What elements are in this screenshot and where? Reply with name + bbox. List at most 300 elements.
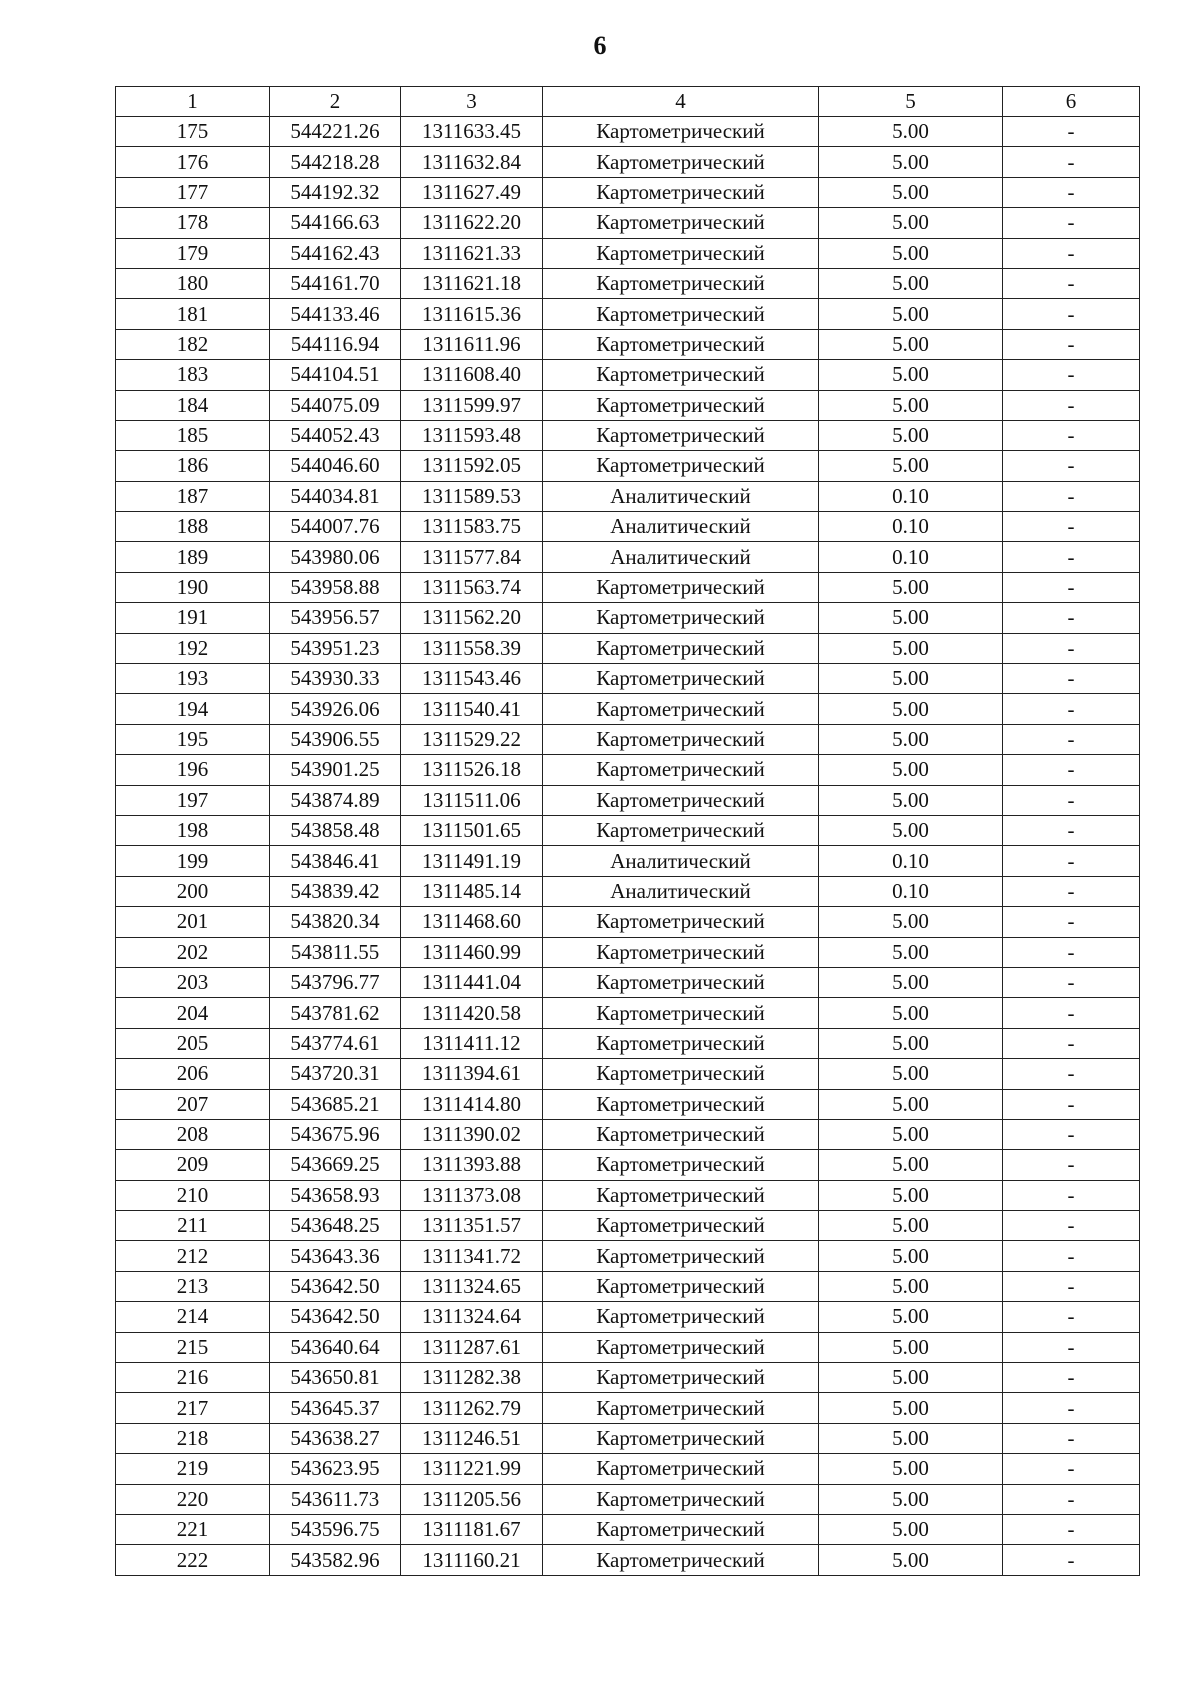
table-row	[116, 360, 1140, 390]
column-header: 2	[270, 87, 401, 117]
method-cell: Аналитический	[543, 846, 819, 876]
y-coordinate-cell: 1311390.02	[401, 1119, 543, 1149]
y-coordinate-cell: 1311621.18	[401, 268, 543, 298]
x-coordinate-cell: 543774.61	[270, 1028, 401, 1058]
table-row	[116, 937, 1140, 967]
table-row	[116, 755, 1140, 785]
point-number-cell: 191	[116, 603, 270, 633]
x-coordinate-cell: 544133.46	[270, 299, 401, 329]
point-number-cell: 178	[116, 208, 270, 238]
y-coordinate-cell: 1311282.38	[401, 1363, 543, 1393]
accuracy-cell: 5.00	[819, 1302, 1003, 1332]
x-coordinate-cell: 544221.26	[270, 117, 401, 147]
table-row	[116, 390, 1140, 420]
point-number-cell: 176	[116, 147, 270, 177]
accuracy-cell: 5.00	[819, 208, 1003, 238]
accuracy-cell: 5.00	[819, 572, 1003, 602]
accuracy-cell: 5.00	[819, 451, 1003, 481]
table-row	[116, 238, 1140, 268]
y-coordinate-cell: 1311341.72	[401, 1241, 543, 1271]
note-cell: -	[1003, 542, 1140, 572]
accuracy-cell: 5.00	[819, 1089, 1003, 1119]
accuracy-cell: 0.10	[819, 846, 1003, 876]
y-coordinate-cell: 1311577.84	[401, 542, 543, 572]
y-coordinate-cell: 1311491.19	[401, 846, 543, 876]
point-number-cell: 215	[116, 1332, 270, 1362]
x-coordinate-cell: 543642.50	[270, 1302, 401, 1332]
note-cell: -	[1003, 1089, 1140, 1119]
table-row	[116, 117, 1140, 147]
accuracy-cell: 5.00	[819, 967, 1003, 997]
accuracy-cell: 5.00	[819, 1363, 1003, 1393]
point-number-cell: 204	[116, 998, 270, 1028]
method-cell: Картометрический	[543, 1119, 819, 1149]
x-coordinate-cell: 544162.43	[270, 238, 401, 268]
y-coordinate-cell: 1311501.65	[401, 815, 543, 845]
note-cell: -	[1003, 512, 1140, 542]
x-coordinate-cell: 543846.41	[270, 846, 401, 876]
method-cell: Картометрический	[543, 998, 819, 1028]
x-coordinate-cell: 543958.88	[270, 572, 401, 602]
y-coordinate-cell: 1311468.60	[401, 907, 543, 937]
method-cell: Картометрический	[543, 1028, 819, 1058]
accuracy-cell: 5.00	[819, 1211, 1003, 1241]
y-coordinate-cell: 1311593.48	[401, 420, 543, 450]
table-row	[116, 1119, 1140, 1149]
table-row	[116, 664, 1140, 694]
method-cell: Картометрический	[543, 451, 819, 481]
y-coordinate-cell: 1311558.39	[401, 633, 543, 663]
note-cell: -	[1003, 876, 1140, 906]
y-coordinate-cell: 1311262.79	[401, 1393, 543, 1423]
table-row	[116, 512, 1140, 542]
point-number-cell: 210	[116, 1180, 270, 1210]
point-number-cell: 206	[116, 1059, 270, 1089]
x-coordinate-cell: 543951.23	[270, 633, 401, 663]
point-number-cell: 209	[116, 1150, 270, 1180]
y-coordinate-cell: 1311583.75	[401, 512, 543, 542]
accuracy-cell: 5.00	[819, 360, 1003, 390]
accuracy-cell: 5.00	[819, 268, 1003, 298]
table-row	[116, 1089, 1140, 1119]
method-cell: Картометрический	[543, 1545, 819, 1575]
accuracy-cell: 5.00	[819, 1423, 1003, 1453]
point-number-cell: 202	[116, 937, 270, 967]
note-cell: -	[1003, 724, 1140, 754]
x-coordinate-cell: 543645.37	[270, 1393, 401, 1423]
y-coordinate-cell: 1311608.40	[401, 360, 543, 390]
note-cell: -	[1003, 633, 1140, 663]
accuracy-cell: 5.00	[819, 238, 1003, 268]
method-cell: Картометрический	[543, 1514, 819, 1544]
table-row	[116, 420, 1140, 450]
accuracy-cell: 5.00	[819, 1545, 1003, 1575]
accuracy-cell: 5.00	[819, 633, 1003, 663]
note-cell: -	[1003, 1514, 1140, 1544]
method-cell: Аналитический	[543, 876, 819, 906]
note-cell: -	[1003, 1393, 1140, 1423]
note-cell: -	[1003, 268, 1140, 298]
x-coordinate-cell: 543839.42	[270, 876, 401, 906]
accuracy-cell: 5.00	[819, 1028, 1003, 1058]
method-cell: Картометрический	[543, 724, 819, 754]
point-number-cell: 212	[116, 1241, 270, 1271]
y-coordinate-cell: 1311351.57	[401, 1211, 543, 1241]
note-cell: -	[1003, 481, 1140, 511]
point-number-cell: 200	[116, 876, 270, 906]
note-cell: -	[1003, 694, 1140, 724]
method-cell: Картометрический	[543, 1241, 819, 1271]
note-cell: -	[1003, 1211, 1140, 1241]
method-cell: Картометрический	[543, 1363, 819, 1393]
note-cell: -	[1003, 1059, 1140, 1089]
note-cell: -	[1003, 1028, 1140, 1058]
point-number-cell: 222	[116, 1545, 270, 1575]
accuracy-cell: 5.00	[819, 1059, 1003, 1089]
accuracy-cell: 5.00	[819, 785, 1003, 815]
note-cell: -	[1003, 451, 1140, 481]
point-number-cell: 183	[116, 360, 270, 390]
point-number-cell: 181	[116, 299, 270, 329]
table-row	[116, 907, 1140, 937]
note-cell: -	[1003, 1454, 1140, 1484]
note-cell: -	[1003, 1150, 1140, 1180]
table-row	[116, 299, 1140, 329]
method-cell: Картометрический	[543, 1089, 819, 1119]
column-header: 6	[1003, 87, 1140, 117]
point-number-cell: 175	[116, 117, 270, 147]
x-coordinate-cell: 544192.32	[270, 177, 401, 207]
note-cell: -	[1003, 1180, 1140, 1210]
point-number-cell: 184	[116, 390, 270, 420]
x-coordinate-cell: 544046.60	[270, 451, 401, 481]
accuracy-cell: 0.10	[819, 542, 1003, 572]
x-coordinate-cell: 543650.81	[270, 1363, 401, 1393]
point-number-cell: 216	[116, 1363, 270, 1393]
note-cell: -	[1003, 967, 1140, 997]
accuracy-cell: 5.00	[819, 177, 1003, 207]
y-coordinate-cell: 1311615.36	[401, 299, 543, 329]
x-coordinate-cell: 543820.34	[270, 907, 401, 937]
point-number-cell: 179	[116, 238, 270, 268]
accuracy-cell: 5.00	[819, 724, 1003, 754]
accuracy-cell: 5.00	[819, 664, 1003, 694]
y-coordinate-cell: 1311563.74	[401, 572, 543, 602]
y-coordinate-cell: 1311632.84	[401, 147, 543, 177]
method-cell: Картометрический	[543, 1150, 819, 1180]
y-coordinate-cell: 1311221.99	[401, 1454, 543, 1484]
note-cell: -	[1003, 1302, 1140, 1332]
point-number-cell: 192	[116, 633, 270, 663]
y-coordinate-cell: 1311627.49	[401, 177, 543, 207]
x-coordinate-cell: 543720.31	[270, 1059, 401, 1089]
y-coordinate-cell: 1311599.97	[401, 390, 543, 420]
x-coordinate-cell: 543874.89	[270, 785, 401, 815]
note-cell: -	[1003, 177, 1140, 207]
table-row	[116, 1484, 1140, 1514]
accuracy-cell: 0.10	[819, 481, 1003, 511]
x-coordinate-cell: 543980.06	[270, 542, 401, 572]
table-row	[116, 1454, 1140, 1484]
point-number-cell: 213	[116, 1271, 270, 1301]
point-number-cell: 185	[116, 420, 270, 450]
method-cell: Картометрический	[543, 694, 819, 724]
point-number-cell: 186	[116, 451, 270, 481]
table-row	[116, 1302, 1140, 1332]
note-cell: -	[1003, 299, 1140, 329]
table-row	[116, 1423, 1140, 1453]
y-coordinate-cell: 1311611.96	[401, 329, 543, 359]
accuracy-cell: 5.00	[819, 1241, 1003, 1271]
table-row	[116, 208, 1140, 238]
accuracy-cell: 5.00	[819, 1393, 1003, 1423]
table-row	[116, 694, 1140, 724]
method-cell: Картометрический	[543, 1180, 819, 1210]
accuracy-cell: 5.00	[819, 998, 1003, 1028]
point-number-cell: 205	[116, 1028, 270, 1058]
y-coordinate-cell: 1311529.22	[401, 724, 543, 754]
x-coordinate-cell: 543858.48	[270, 815, 401, 845]
table-row	[116, 724, 1140, 754]
x-coordinate-cell: 544052.43	[270, 420, 401, 450]
point-number-cell: 177	[116, 177, 270, 207]
note-cell: -	[1003, 360, 1140, 390]
x-coordinate-cell: 543906.55	[270, 724, 401, 754]
method-cell: Картометрический	[543, 1484, 819, 1514]
method-cell: Аналитический	[543, 512, 819, 542]
table-row	[116, 633, 1140, 663]
method-cell: Картометрический	[543, 1332, 819, 1362]
method-cell: Картометрический	[543, 329, 819, 359]
table-row	[116, 329, 1140, 359]
accuracy-cell: 5.00	[819, 1484, 1003, 1514]
accuracy-cell: 5.00	[819, 329, 1003, 359]
point-number-cell: 218	[116, 1423, 270, 1453]
y-coordinate-cell: 1311393.88	[401, 1150, 543, 1180]
y-coordinate-cell: 1311205.56	[401, 1484, 543, 1514]
y-coordinate-cell: 1311621.33	[401, 238, 543, 268]
y-coordinate-cell: 1311562.20	[401, 603, 543, 633]
method-cell: Картометрический	[543, 1393, 819, 1423]
method-cell: Картометрический	[543, 1211, 819, 1241]
method-cell: Картометрический	[543, 299, 819, 329]
x-coordinate-cell: 543796.77	[270, 967, 401, 997]
point-number-cell: 193	[116, 664, 270, 694]
y-coordinate-cell: 1311540.41	[401, 694, 543, 724]
point-number-cell: 219	[116, 1454, 270, 1484]
column-header: 5	[819, 87, 1003, 117]
y-coordinate-cell: 1311324.64	[401, 1302, 543, 1332]
x-coordinate-cell: 543930.33	[270, 664, 401, 694]
y-coordinate-cell: 1311411.12	[401, 1028, 543, 1058]
note-cell: -	[1003, 815, 1140, 845]
method-cell: Картометрический	[543, 268, 819, 298]
table-row	[116, 846, 1140, 876]
x-coordinate-cell: 544116.94	[270, 329, 401, 359]
note-cell: -	[1003, 117, 1140, 147]
table-body	[116, 117, 1140, 1576]
accuracy-cell: 5.00	[819, 1454, 1003, 1484]
column-header: 1	[116, 87, 270, 117]
x-coordinate-cell: 543811.55	[270, 937, 401, 967]
table-row	[116, 1393, 1140, 1423]
x-coordinate-cell: 544166.63	[270, 208, 401, 238]
x-coordinate-cell: 544218.28	[270, 147, 401, 177]
note-cell: -	[1003, 1332, 1140, 1362]
coordinates-table	[115, 86, 1140, 1576]
table-row	[116, 1545, 1140, 1575]
table-row	[116, 451, 1140, 481]
accuracy-cell: 5.00	[819, 694, 1003, 724]
point-number-cell: 217	[116, 1393, 270, 1423]
accuracy-cell: 5.00	[819, 299, 1003, 329]
y-coordinate-cell: 1311526.18	[401, 755, 543, 785]
accuracy-cell: 5.00	[819, 390, 1003, 420]
accuracy-cell: 5.00	[819, 1150, 1003, 1180]
y-coordinate-cell: 1311589.53	[401, 481, 543, 511]
method-cell: Картометрический	[543, 147, 819, 177]
method-cell: Картометрический	[543, 633, 819, 663]
method-cell: Картометрический	[543, 177, 819, 207]
note-cell: -	[1003, 1119, 1140, 1149]
accuracy-cell: 5.00	[819, 907, 1003, 937]
x-coordinate-cell: 543642.50	[270, 1271, 401, 1301]
y-coordinate-cell: 1311287.61	[401, 1332, 543, 1362]
x-coordinate-cell: 543582.96	[270, 1545, 401, 1575]
y-coordinate-cell: 1311414.80	[401, 1089, 543, 1119]
x-coordinate-cell: 543669.25	[270, 1150, 401, 1180]
point-number-cell: 195	[116, 724, 270, 754]
table-row	[116, 967, 1140, 997]
method-cell: Картометрический	[543, 967, 819, 997]
point-number-cell: 201	[116, 907, 270, 937]
point-number-cell: 198	[116, 815, 270, 845]
method-cell: Картометрический	[543, 117, 819, 147]
note-cell: -	[1003, 238, 1140, 268]
note-cell: -	[1003, 755, 1140, 785]
method-cell: Картометрический	[543, 1423, 819, 1453]
table-row	[116, 785, 1140, 815]
point-number-cell: 203	[116, 967, 270, 997]
y-coordinate-cell: 1311420.58	[401, 998, 543, 1028]
y-coordinate-cell: 1311373.08	[401, 1180, 543, 1210]
point-number-cell: 197	[116, 785, 270, 815]
table-row	[116, 1332, 1140, 1362]
table-header	[116, 87, 1140, 117]
x-coordinate-cell: 543638.27	[270, 1423, 401, 1453]
x-coordinate-cell: 544034.81	[270, 481, 401, 511]
method-cell: Аналитический	[543, 481, 819, 511]
note-cell: -	[1003, 664, 1140, 694]
x-coordinate-cell: 543596.75	[270, 1514, 401, 1544]
x-coordinate-cell: 544007.76	[270, 512, 401, 542]
method-cell: Картометрический	[543, 420, 819, 450]
table-row	[116, 1150, 1140, 1180]
table-row	[116, 1059, 1140, 1089]
column-header: 4	[543, 87, 819, 117]
table-row	[116, 1514, 1140, 1544]
note-cell: -	[1003, 208, 1140, 238]
method-cell: Картометрический	[543, 603, 819, 633]
note-cell: -	[1003, 846, 1140, 876]
accuracy-cell: 5.00	[819, 1514, 1003, 1544]
method-cell: Картометрический	[543, 1302, 819, 1332]
method-cell: Картометрический	[543, 785, 819, 815]
accuracy-cell: 5.00	[819, 420, 1003, 450]
table-row	[116, 268, 1140, 298]
table-row	[116, 1180, 1140, 1210]
accuracy-cell: 5.00	[819, 1271, 1003, 1301]
method-cell: Картометрический	[543, 360, 819, 390]
x-coordinate-cell: 543901.25	[270, 755, 401, 785]
method-cell: Картометрический	[543, 815, 819, 845]
x-coordinate-cell: 544104.51	[270, 360, 401, 390]
point-number-cell: 187	[116, 481, 270, 511]
method-cell: Картометрический	[543, 664, 819, 694]
method-cell: Картометрический	[543, 208, 819, 238]
x-coordinate-cell: 543648.25	[270, 1211, 401, 1241]
point-number-cell: 190	[116, 572, 270, 602]
point-number-cell: 220	[116, 1484, 270, 1514]
x-coordinate-cell: 543611.73	[270, 1484, 401, 1514]
y-coordinate-cell: 1311485.14	[401, 876, 543, 906]
table-row	[116, 481, 1140, 511]
y-coordinate-cell: 1311246.51	[401, 1423, 543, 1453]
accuracy-cell: 5.00	[819, 815, 1003, 845]
y-coordinate-cell: 1311441.04	[401, 967, 543, 997]
y-coordinate-cell: 1311511.06	[401, 785, 543, 815]
method-cell: Картометрический	[543, 238, 819, 268]
note-cell: -	[1003, 1484, 1140, 1514]
point-number-cell: 207	[116, 1089, 270, 1119]
point-number-cell: 189	[116, 542, 270, 572]
y-coordinate-cell: 1311394.61	[401, 1059, 543, 1089]
y-coordinate-cell: 1311324.65	[401, 1271, 543, 1301]
x-coordinate-cell: 543675.96	[270, 1119, 401, 1149]
table-row	[116, 1271, 1140, 1301]
point-number-cell: 182	[116, 329, 270, 359]
point-number-cell: 194	[116, 694, 270, 724]
note-cell: -	[1003, 329, 1140, 359]
y-coordinate-cell: 1311633.45	[401, 117, 543, 147]
note-cell: -	[1003, 1423, 1140, 1453]
y-coordinate-cell: 1311160.21	[401, 1545, 543, 1575]
point-number-cell: 214	[116, 1302, 270, 1332]
note-cell: -	[1003, 390, 1140, 420]
note-cell: -	[1003, 147, 1140, 177]
x-coordinate-cell: 544075.09	[270, 390, 401, 420]
table-row	[116, 815, 1140, 845]
table-row	[116, 603, 1140, 633]
accuracy-cell: 0.10	[819, 512, 1003, 542]
accuracy-cell: 0.10	[819, 876, 1003, 906]
method-cell: Картометрический	[543, 1271, 819, 1301]
table-row	[116, 572, 1140, 602]
x-coordinate-cell: 543658.93	[270, 1180, 401, 1210]
note-cell: -	[1003, 420, 1140, 450]
y-coordinate-cell: 1311543.46	[401, 664, 543, 694]
table-row	[116, 177, 1140, 207]
table-row	[116, 1028, 1140, 1058]
note-cell: -	[1003, 603, 1140, 633]
point-number-cell: 180	[116, 268, 270, 298]
note-cell: -	[1003, 1271, 1140, 1301]
y-coordinate-cell: 1311460.99	[401, 937, 543, 967]
point-number-cell: 196	[116, 755, 270, 785]
method-cell: Аналитический	[543, 542, 819, 572]
accuracy-cell: 5.00	[819, 1332, 1003, 1362]
method-cell: Картометрический	[543, 1454, 819, 1484]
